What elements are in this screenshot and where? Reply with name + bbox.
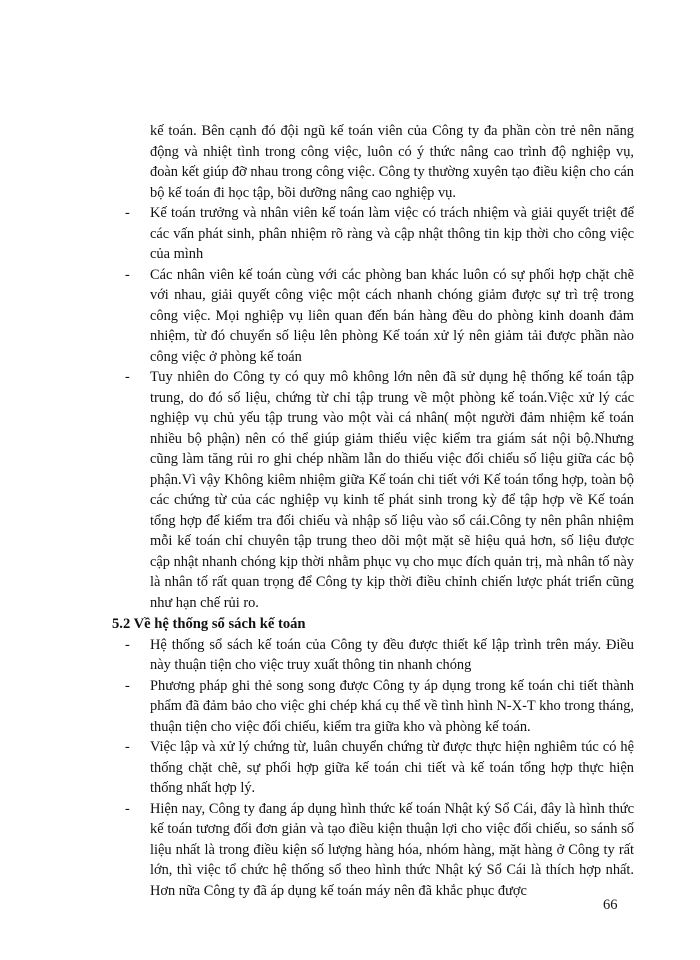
list-item — [112, 265, 634, 368]
list-item — [112, 635, 634, 676]
list-item — [112, 799, 634, 902]
bullet-dash: - — [125, 205, 130, 221]
page-number: 66 — [603, 897, 618, 913]
bullet-dash: - — [125, 739, 130, 755]
list-item-text: Phương pháp ghi thẻ song song được Công ty áp dụng trong kế toán chi tiết thành phẩm đã đảm bảo cho việc ghi chép khá cụ thể về tình hình N-X-T kho trong tháng, thuận tiện cho việc đối chiếu, kiểm tra giữa kho và phòng kế toán. — [150, 677, 634, 735]
list-item — [112, 676, 634, 738]
bullet-dash: - — [125, 636, 130, 653]
section-heading: 5.2 Về hệ thống sổ sách kế toán — [112, 616, 306, 632]
list-item-text: Hiện nay, Công ty đang áp dụng hình thức kế toán Nhật ký Sổ Cái, đây là hình thức kế toán tương đối đơn giản và tạo điều kiện thuận lợi cho việc đối chiếu, so sánh số liệu nhất là trong điều kiện số lượng hàng hóa, nhóm hàng, mặt hàng ở Công ty rất lớn, thì việc tổ chức hệ thống sổ theo hình thức Nhật ký Sổ Cái là thích hợp nhất. Hơn nữa Công ty đã áp dụng kế toán máy nên đã khắc phục được — [150, 800, 634, 899]
bullet-list-1 — [112, 203, 634, 613]
list-item-text: Các nhân viên kế toán cùng với các phòng ban khác luôn có sự phối hợp chặt chẽ với nhau, giải quyết công việc một cách nhanh chóng giảm được sự trì trệ trong công việc. Mọi nghiệp vụ liên quan đến bán hàng đều do phòng kinh doanh đảm nhiệm, từ đó chuyển số liệu lên phòng Kế toán xử lý nên giảm tải được phần nào công việc ở phòng kế toán — [150, 266, 634, 365]
page-body — [112, 121, 634, 901]
bullet-dash: - — [125, 677, 130, 694]
list-item — [112, 737, 634, 799]
list-item — [112, 203, 634, 265]
bullet-dash: - — [125, 266, 130, 283]
list-item-text: Tuy nhiên do Công ty có quy mô không lớn nên đã sử dụng hệ thống kế toán tập trung, do đó số liệu, chứng từ chỉ tập trung về một phòng kế toán.Việc xử lý các nghiệp vụ chủ yếu tập trung vào một vài cá nhân( một người đảm nhiệm kế toán nhiều bộ phận) nên có thể giúp giảm thiểu việc kiểm tra giám sát nội bộ.Nhưng cũng làm tăng rủi ro ghi chép nhầm lẫn do thiếu việc đối chiếu số liệu giữa các bộ phận.Vì vậy Không kiêm nhiệm giữa Kế toán chi tiết với Kế toán tổng hợp, toàn bộ các chứng từ của các nghiệp vụ kinh tế phát sinh trong kỳ để tập hợp về Kế toán tổng hợp để kiểm tra đối chiếu và nhập số liệu vào sổ cái.Công ty nên phân nhiệm mỗi kế toán chỉ chuyên tập trung theo dõi một mặt sẽ hiệu quả hơn, số liệu được cập nhật nhanh chóng kịp thời nhằm phục vụ cho mục đích quản trị, mà nhân tố này là nhân tố rất quan trọng để Công ty kịp thời điều chỉnh chiến lược phát triển cũng như hạn chế rủi ro. — [150, 369, 634, 611]
list-item-text: Việc lập và xử lý chứng từ, luân chuyển chứng từ được thực hiện nghiêm túc có hệ thống chặt chẽ, sự phối hợp giữa kế toán chi tiết và kế toán tổng hợp thực hiện thống nhất hợp lý. — [150, 739, 634, 796]
list-item-text: Hệ thống sổ sách kế toán của Công ty đều được thiết kế lập trình trên máy. Điều này thuận tiện cho việc truy xuất thông tin nhanh chóng — [150, 636, 634, 673]
bullet-dash: - — [125, 369, 130, 385]
list-item — [112, 367, 634, 613]
intro-paragraph: kế toán. Bên cạnh đó đội ngũ kế toán viên của Công ty đa phần còn trẻ nên năng động và nhiệt tình trong công việc, luôn có ý thức nâng cao trình độ nghiệp vụ, đoàn kết giúp đỡ nhau trong công việc. Công ty thường xuyên tạo điều kiện cho cán bộ kế toán đi học tập, bồi dưỡng nâng cao nghiệp vụ. — [150, 123, 634, 201]
bullet-dash: - — [125, 800, 130, 817]
bullet-list-2 — [112, 635, 634, 902]
list-item-text: Kế toán trưởng và nhân viên kế toán làm việc có trách nhiệm và giải quyết triệt để các vấn phát sinh, phân nhiệm rõ ràng và cập nhật thông tin kịp thời cho công việc của mình — [150, 205, 634, 262]
